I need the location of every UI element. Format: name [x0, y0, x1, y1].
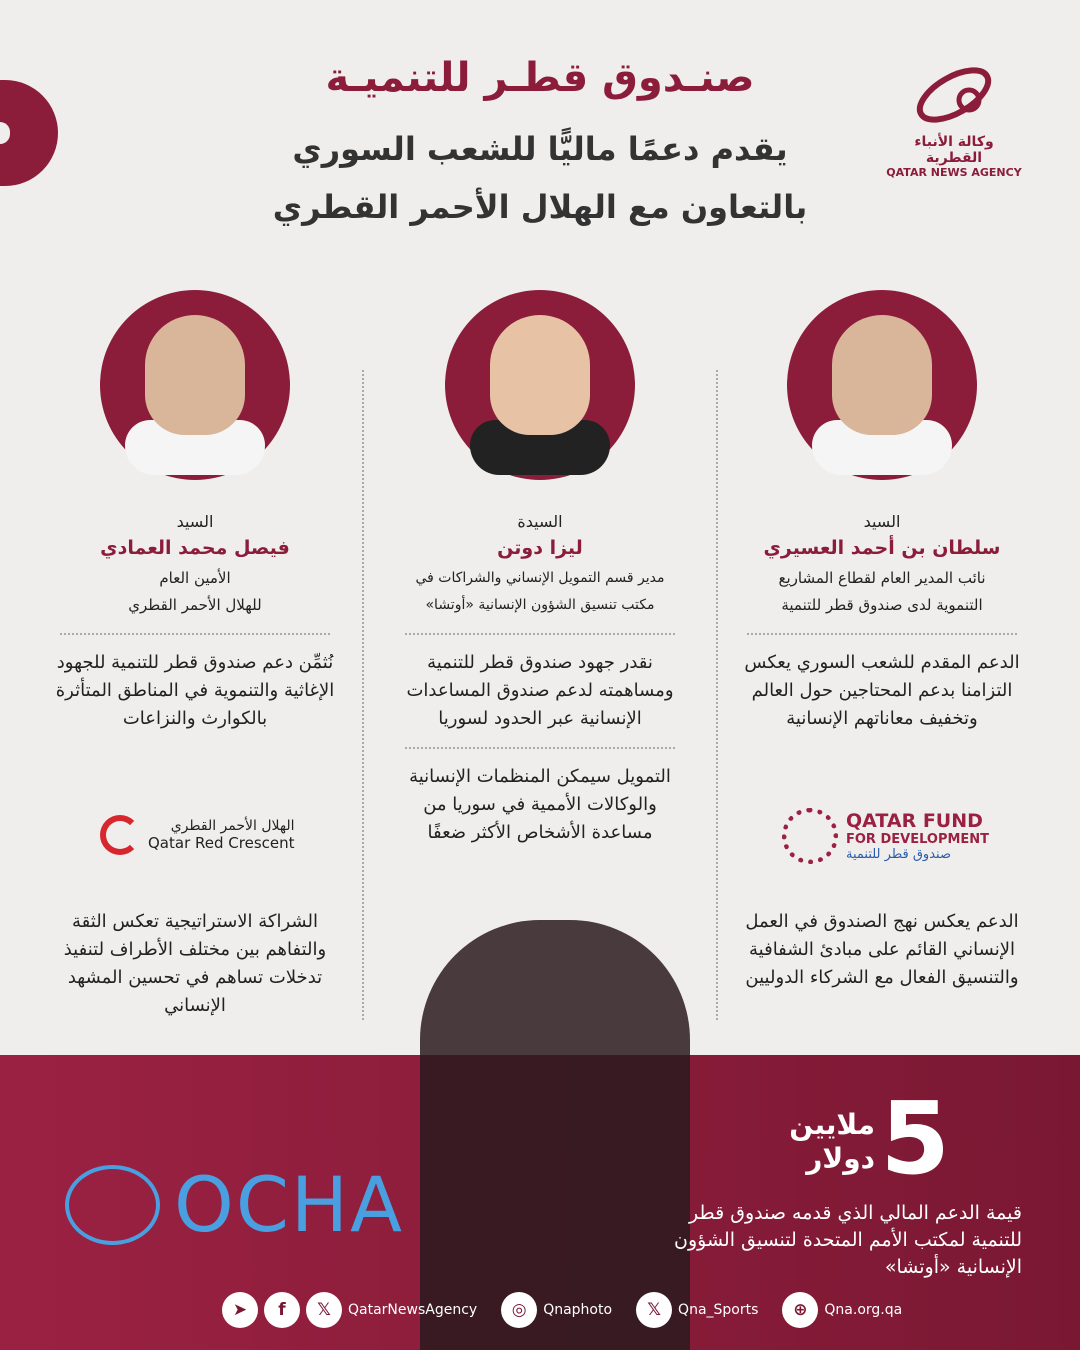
qrc-arabic: الهلال الأحمر القطري: [170, 818, 295, 834]
divider: [747, 633, 1017, 635]
person-photo: [445, 290, 635, 480]
role-line: مدير قسم التمويل الإنساني والشراكات في: [415, 570, 665, 586]
page-title: صنـدوق قطـر للتنميـة: [325, 55, 755, 101]
social-handle[interactable]: Qnaphoto: [543, 1302, 613, 1318]
amount-unit: ملايين: [789, 1108, 875, 1141]
decorative-corner-shape: [0, 80, 58, 186]
quote: نُثمِّن دعم صندوق قطر للتنمية للجهود الإغاثية والتنموية في المناطق المتأثرة بالكوارث والنزاعات: [55, 652, 335, 729]
amount-number: 5: [880, 1080, 950, 1197]
role-line: للهلال الأحمر القطري: [128, 596, 262, 614]
qfd-arabic: صندوق قطر للتنمية: [846, 847, 951, 862]
honorific: السيد: [176, 512, 214, 531]
qfd-emblem-icon: [782, 808, 838, 864]
logo-english: QATAR NEWS AGENCY: [886, 166, 1022, 179]
person-photo: [100, 290, 290, 480]
divider: [60, 633, 330, 635]
logo-arabic: وكالة الأنباء القطرية: [914, 134, 994, 166]
quote: الدعم يعكس نهج الصندوق في العمل الإنساني القائم على مبادئ الشفافية والتنسيق الفعال مع الشركاء الدوليين: [745, 911, 1019, 988]
role-line: نائب المدير العام لقطاع المشاريع: [778, 569, 986, 587]
quote: التمويل سيمكن المنظمات الإنسانية والوكالات الأممية في سوريا من مساعدة الأشخاص الأكثر ضعفًا: [409, 766, 671, 843]
quote-block: [50, 908, 340, 1020]
subtitle-line-1: يقدم دعمًا ماليًّا للشعب السوري: [292, 130, 788, 168]
instagram-icon[interactable]: ◎: [501, 1292, 537, 1328]
qna-logo: [884, 50, 1024, 179]
role-line: الأمين العام: [159, 569, 231, 587]
person-name: فيصل محمد العمادي: [100, 537, 290, 559]
amount-description: قيمة الدعم المالي الذي قدمه صندوق قطر للتنمية لمكتب الأمم المتحدة لتنسيق الشؤون الإنسانية «أوتشا»: [674, 1202, 1022, 1278]
role-line: مكتب تنسيق الشؤون الإنسانية «أوتشا»: [425, 597, 655, 613]
globe-icon[interactable]: ⊕: [782, 1292, 818, 1328]
person-name: ليزا دوتن: [497, 537, 583, 559]
social-links: [222, 1292, 902, 1328]
quote: الدعم المقدم للشعب السوري يعكس التزامنا بدعم المحتاجين حول العالم وتخفيف معاناتهم الإنسانية: [744, 652, 1020, 729]
social-handle[interactable]: QatarNewsAgency: [348, 1302, 478, 1318]
person-card: [395, 290, 685, 847]
un-emblem-icon: [65, 1165, 160, 1245]
telegram-icon[interactable]: ➤: [222, 1292, 258, 1328]
qfd-name-2: FOR DEVELOPMENT: [846, 832, 990, 847]
facebook-icon[interactable]: f: [264, 1292, 300, 1328]
subtitle-line-2: بالتعاون مع الهلال الأحمر القطري: [272, 188, 808, 226]
x-icon[interactable]: 𝕏: [636, 1292, 672, 1328]
qna-emblem-icon: [909, 50, 999, 130]
website-link[interactable]: Qna.org.qa: [824, 1302, 903, 1318]
column-divider: [716, 370, 718, 1020]
honorific: السيد: [863, 512, 901, 531]
qatar-red-crescent-logo: [100, 815, 295, 855]
quote: نقدر جهود صندوق قطر للتنمية ومساهمته لدعم صندوق المساعدات الإنسانية عبر الحدود لسوريا: [406, 652, 674, 729]
qfd-name: QATAR FUND: [846, 810, 983, 832]
divider: [405, 633, 675, 635]
qatar-fund-logo: [782, 808, 989, 864]
person-photo: [787, 290, 977, 480]
person-card: [50, 290, 340, 733]
photo-woman-carrying-child: [420, 920, 690, 1350]
social-handle[interactable]: Qna_Sports: [678, 1302, 759, 1318]
quote: الشراكة الاستراتيجية تعكس الثقة والتفاهم بين مختلف الأطراف لتنفيذ تدخلات تساهم في تحسين المشهد الإنساني: [63, 911, 327, 1016]
ocha-logo: [65, 1160, 404, 1249]
honorific: السيدة: [517, 512, 563, 531]
column-divider: [362, 370, 364, 1020]
crescent-icon: [100, 815, 140, 855]
person-card: [737, 290, 1027, 733]
divider: [405, 747, 675, 749]
x-icon[interactable]: 𝕏: [306, 1292, 342, 1328]
qrc-english: Qatar Red Crescent: [148, 834, 295, 852]
amount-currency: دولار: [806, 1142, 875, 1175]
role-line: التنموية لدى صندوق قطر للتنمية: [781, 596, 983, 614]
quote-block: [737, 908, 1027, 992]
ocha-text: OCHA: [174, 1160, 405, 1249]
person-name: سلطان بن أحمد العسيري: [763, 537, 1001, 559]
